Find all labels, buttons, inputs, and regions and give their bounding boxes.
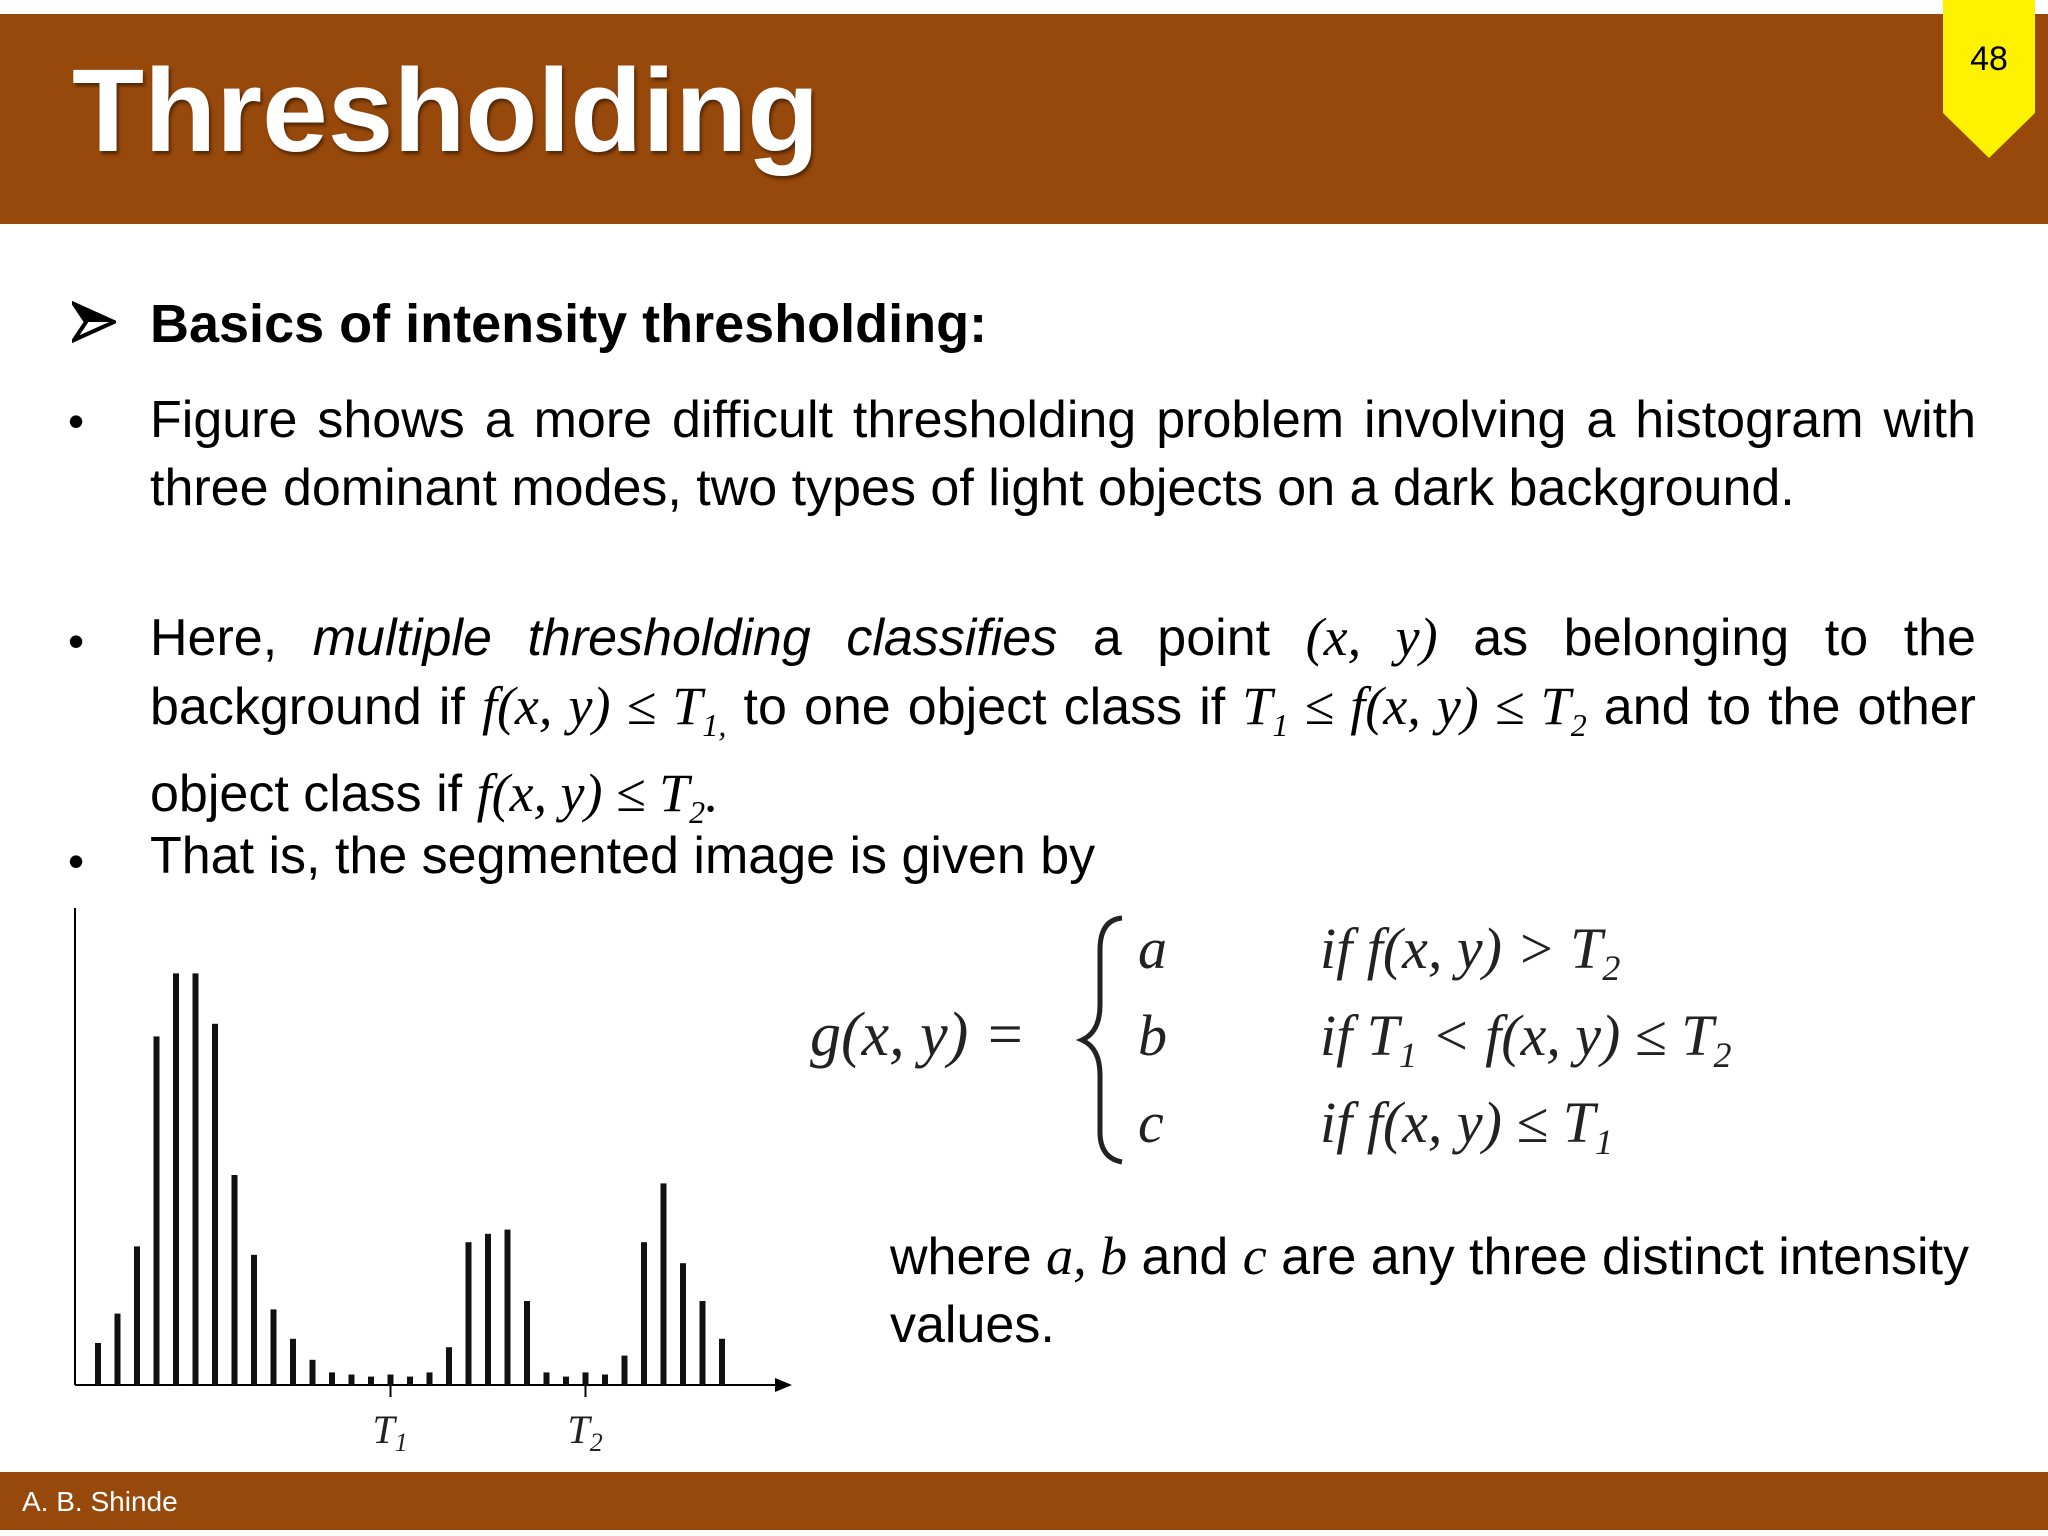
- math-condition-3: f(x, $y) \le T_2$.: [476, 762, 719, 830]
- histogram-bar: [485, 1234, 491, 1385]
- histogram-bar: [95, 1343, 101, 1385]
- x-axis-arrow-icon: [775, 1378, 792, 1392]
- left-brace: [1082, 918, 1122, 1162]
- footer-author: A. B. Shinde: [22, 1486, 178, 1517]
- case-c: c: [1138, 1090, 1164, 1155]
- equation-lhs: g(x, y) =: [810, 1001, 1026, 1069]
- histogram-bar: [622, 1356, 628, 1385]
- histogram-bar: [271, 1309, 277, 1385]
- histogram-bar: [641, 1242, 647, 1385]
- bullet-text-3: That is, the segmented image is given by: [150, 827, 1096, 885]
- histogram-bar: [680, 1263, 686, 1385]
- histogram-bar: [661, 1183, 667, 1385]
- condition-c: if f(x, $y) \le T_1$: [1320, 1090, 1614, 1162]
- condition-b: if $T_1 < f(x$, $y) \le T_2$: [1320, 1003, 1732, 1075]
- histogram-bar: [505, 1230, 511, 1385]
- histogram-bar: [310, 1360, 316, 1385]
- histogram-bar: [446, 1347, 452, 1385]
- section-heading: Basics of intensity thresholding:: [150, 294, 988, 354]
- histogram-bar: [173, 973, 179, 1385]
- math-condition-2: $T_1 \le f(x$, $y) \le T_2$: [1242, 676, 1587, 743]
- histogram-bar: [544, 1372, 550, 1385]
- case-b: b: [1138, 1003, 1167, 1068]
- histogram-bar: [329, 1372, 335, 1385]
- bullet-dot-icon: •: [68, 615, 85, 667]
- threshold-label-2: $T_2$: [567, 1407, 603, 1457]
- histogram-bar: [193, 973, 199, 1385]
- math-point: (x, y): [1305, 607, 1438, 667]
- histogram-bar: [154, 1036, 160, 1385]
- histogram-bar: [427, 1372, 433, 1385]
- bullet-dot-icon: •: [68, 835, 85, 887]
- histogram-bar: [232, 1175, 238, 1385]
- histogram-chart: [40, 900, 800, 1460]
- histogram-bar: [115, 1314, 121, 1385]
- histogram-bar: [212, 1024, 218, 1385]
- arrow-bullet-icon: [72, 300, 116, 344]
- histogram-bar: [290, 1339, 296, 1385]
- italic-term: multiple thresholding classifies: [312, 609, 1058, 667]
- histogram-bar: [407, 1377, 413, 1385]
- histogram-bar: [719, 1339, 725, 1385]
- histogram-bar: [368, 1377, 374, 1385]
- condition-a: if f(x, $y) > T_2$: [1320, 916, 1621, 988]
- bullet-text-1: Figure shows a more difficult thresholding problem involving a histogram with three dominant modes, two types of light objects on a dark background.: [150, 391, 1976, 517]
- footer-bar: [0, 1472, 2048, 1530]
- histogram-bar: [563, 1377, 569, 1385]
- case-a: a: [1138, 916, 1167, 981]
- math-condition-1: f(x, $y) \le T_{1,}$: [481, 676, 727, 743]
- histogram-bar: [700, 1301, 706, 1385]
- histogram-bar: [602, 1375, 608, 1386]
- histogram-bar: [349, 1375, 355, 1386]
- equation-note: where a, b and c are any three distinct intensity values.: [890, 1226, 1970, 1354]
- histogram-bar: [388, 1375, 394, 1386]
- piecewise-equation: [800, 900, 1900, 1180]
- histogram-bar: [466, 1242, 472, 1385]
- slide-title: Thresholding: [72, 45, 820, 177]
- bullet-dot-icon: •: [68, 395, 85, 447]
- threshold-label-1: $T_1$: [372, 1407, 408, 1457]
- histogram-bar: [251, 1255, 257, 1385]
- histogram-bar: [583, 1372, 589, 1385]
- bullet-text-2: Here, multiple thresholding classifies a point (x, y) as belonging to the background if f(x, $y) \le T_{1,}$ to one object class if $T_1 \le f(x$, $y) \le T_2$ and to the other object class if f(x, $y) \le T_2$.: [150, 607, 1976, 830]
- histogram-bar: [134, 1246, 140, 1385]
- page-number: 48: [1970, 40, 2008, 78]
- histogram-bar: [524, 1301, 530, 1385]
- page-number-tab: [1943, 0, 2035, 158]
